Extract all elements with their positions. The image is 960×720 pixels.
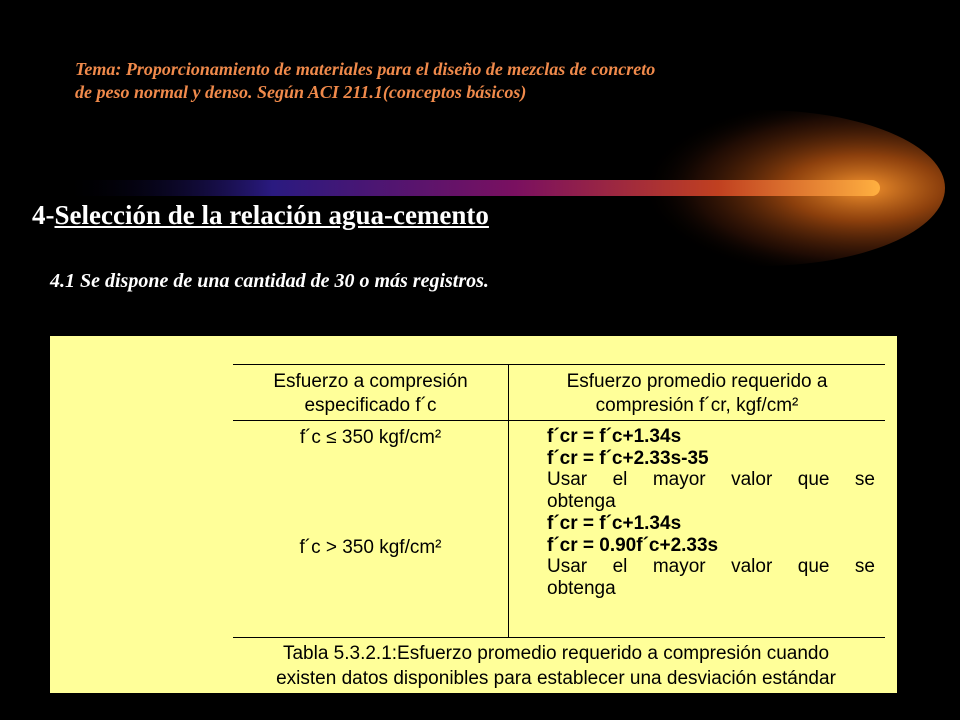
- section-number: 4-: [32, 200, 55, 230]
- table-caption: [226, 641, 886, 691]
- section-title: Selección de la relación agua-cemento: [54, 200, 489, 230]
- subsection-heading: 4.1 Se dispone de una cantidad de 30 o más registros.: [50, 270, 489, 292]
- row1-equation-2: f´cr = f´c+2.33s-35: [547, 447, 709, 469]
- row1-equation-1: f´cr = f´c+1.34s: [547, 426, 682, 447]
- condition-row-1: f´c ≤ 350 kgf/cm²: [299, 427, 442, 448]
- conditions-column: [233, 421, 509, 637]
- caption-line-2: existen datos disponibles para establecer una desviación estándar: [276, 668, 836, 689]
- row2-equation-2: f´cr = 0.90f´c+2.33s: [547, 534, 719, 556]
- equations-column: [509, 421, 885, 637]
- row1-note-line-1: Usar el mayor valor que se: [547, 469, 875, 491]
- table-body: [233, 421, 885, 637]
- requirements-table: [233, 364, 885, 638]
- table-panel: [50, 336, 897, 693]
- topic-line-1: Tema: Proporcionamiento de materiales para el diseño de mezclas de concreto: [75, 59, 656, 79]
- table-header-row: [233, 365, 885, 421]
- condition-row-2: f´c > 350 kgf/cm²: [299, 537, 442, 558]
- header-specified-strength: Esfuerzo a compresión especificado f´c: [233, 365, 509, 420]
- topic-title: [75, 58, 895, 104]
- row1-note-line-2: obtenga: [547, 491, 616, 513]
- row2-note-line-1: Usar el mayor valor que se: [547, 556, 875, 578]
- row2-equation-1: f´cr = f´c+1.34s: [547, 512, 682, 534]
- section-heading: [32, 200, 489, 231]
- caption-line-1: Tabla 5.3.2.1:Esfuerzo promedio requerido a compresión cuando: [282, 643, 830, 664]
- header-required-strength: Esfuerzo promedio requerido a compresión f´cr, kgf/cm²: [566, 371, 828, 416]
- topic-line-2: de peso normal y denso. Según ACI 211.1(conceptos básicos): [75, 82, 527, 102]
- row2-note-line-2: obtenga: [547, 577, 616, 599]
